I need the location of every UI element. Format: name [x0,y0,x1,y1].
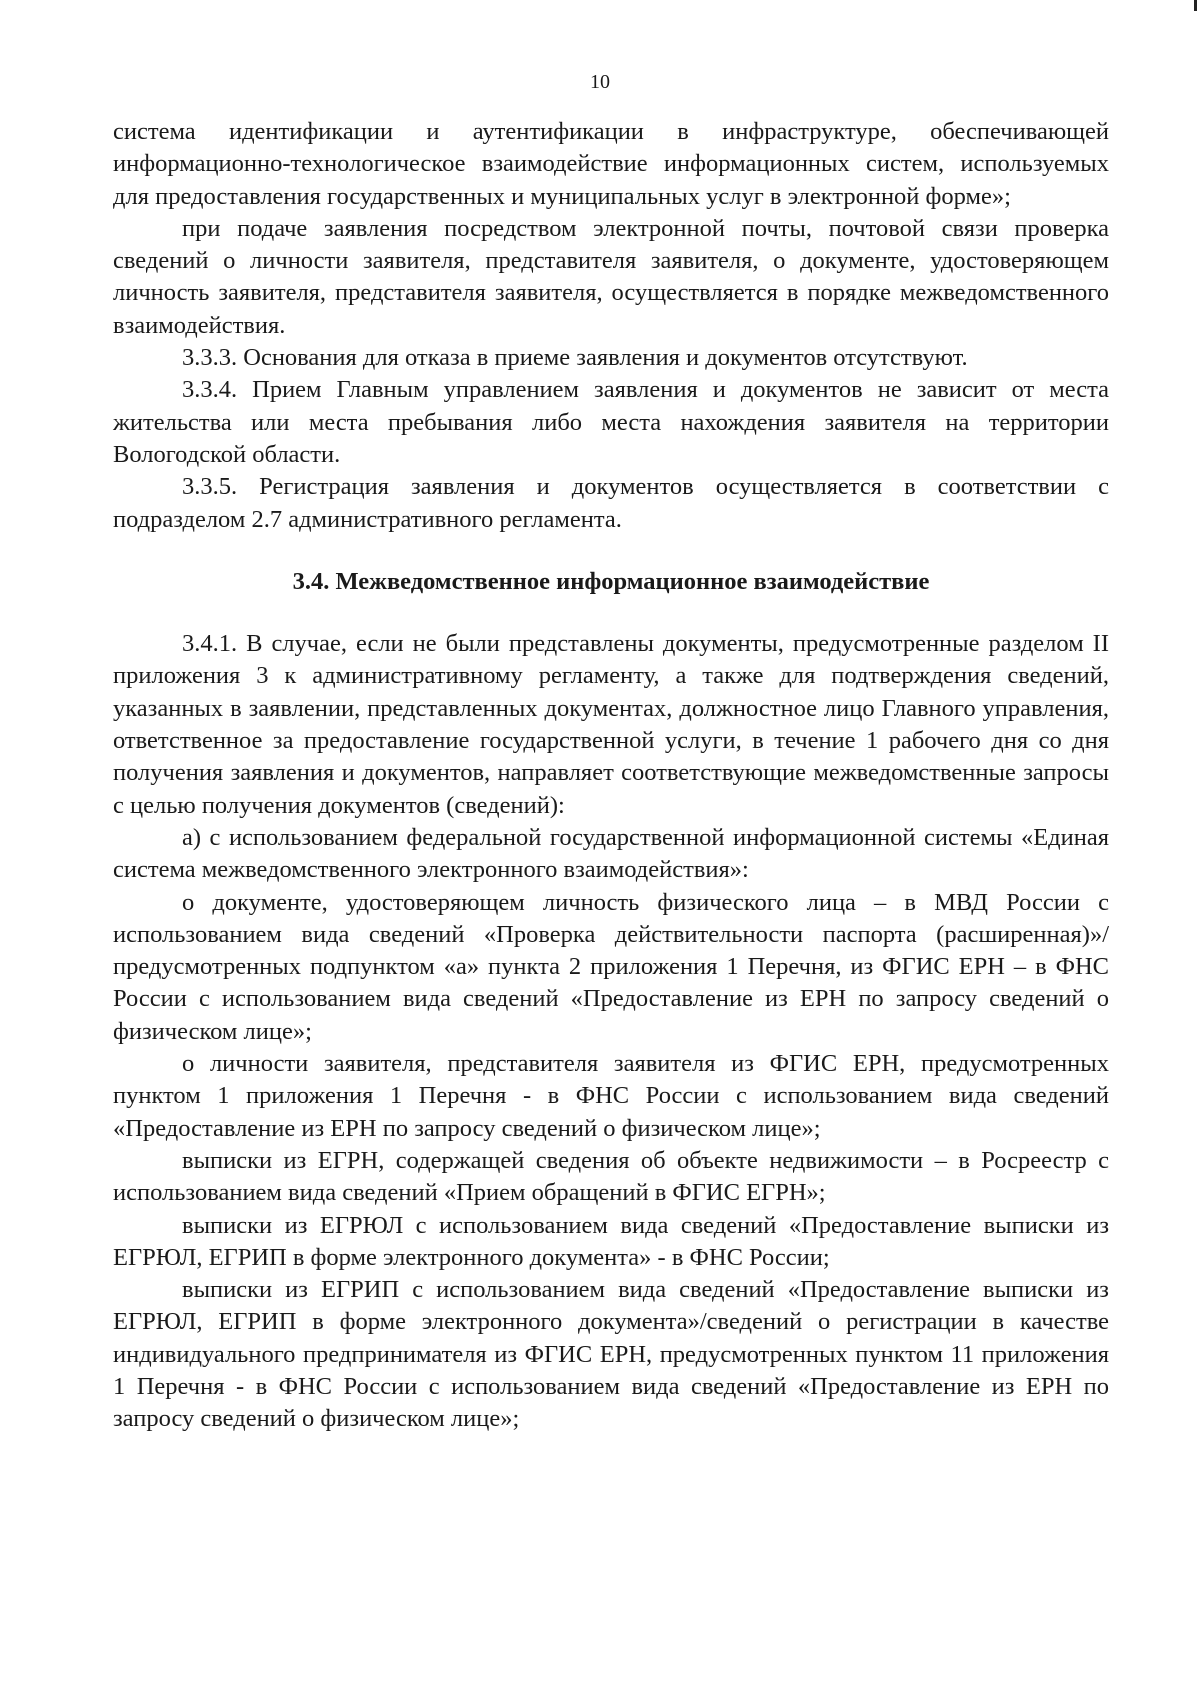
paragraph-item-a: а) с использованием федеральной государственной информационной системы «Единая система межведомственного электронного взаимодействия»: [113,823,1109,884]
section-heading-3-4: 3.4. Межведомственное информационное взаимодействие [292,567,930,595]
paragraph-continuation: система идентификации и аутентификации в инфраструктуре, обеспечивающей информационно-технологическое взаимодействие информационных систем, используемых для предоставления государственных и муниципальных услуг в электронной форме»; [113,118,1109,210]
paragraph-egrul-extract: выписки из ЕГРЮЛ с использованием вида сведений «Предоставление выписки из ЕГРЮЛ, ЕГРИП в форме электронного документа» - в ФНС России; [113,1211,1109,1271]
paragraph-submission-check: при подаче заявления посредством электронной почты, почтовой связи проверка сведений о личности заявителя, представителя заявителя, о документе, удостоверяющем личность заявителя, представителя заявителя, осуществляется в порядке межведомственного взаимодействия. [113,214,1109,339]
paragraph-3-3-3: 3.3.3. Основания для отказа в приеме заявления и документов отсутствуют. [182,344,968,372]
paragraph-3-3-4: 3.3.4. Прием Главным управлением заявления и документов не зависит от места жительства или места пребывания либо места нахождения заявителя на территории Вологодской области. [113,376,1109,468]
paragraph-egrn-extract: выписки из ЕГРН, содержащей сведения об объекте недвижимости – в Росреестр с использованием вида сведений «Прием обращений в ФГИС ЕГРН»; [113,1146,1109,1207]
paragraph-egrip-extract: выписки из ЕГРИП с использованием вида сведений «Предоставление выписки из ЕГРЮЛ, ЕГРИП в форме электронного документа»/сведений о регистрации в качестве индивидуального предпринимателя из ФГИС ЕРН, предусмотренных пунктом 11 приложения 1 Перечня - в ФНС России с использованием вида сведений «Предоставление из ЕРН по запросу сведений о физическом лице»; [113,1276,1109,1433]
paragraph-applicant-identity: о личности заявителя, представителя заявителя из ФГИС ЕРН, предусмотренных пунктом 1 приложения 1 Перечня - в ФНС России с использованием вида сведений «Предоставление из ЕРН по запросу сведений о физическом лице»; [113,1050,1109,1142]
paragraph-3-3-5: 3.3.5. Регистрация заявления и документов осуществляется в соответствии с подразделом 2.7 административного регламента. [113,473,1109,533]
document-body [113,116,1109,1436]
page-number: 10 [590,71,610,93]
paragraph-identity-document: о документе, удостоверяющем личность физического лица – в МВД России с использованием вида сведений «Проверка действительности паспорта (расширенная)»/предусмотренных подпунктом «а» пункта 2 приложения 1 Перечня, из ФГИС ЕРН – в ФНС России с использованием вида сведений «Предоставление из ЕРН по запросу сведений о физическом лице»; [113,888,1109,1045]
scan-edge-mark [1194,0,1197,11]
paragraph-3-4-1: 3.4.1. В случае, если не были представлены документы, предусмотренные разделом II приложения 3 к административному регламенту, а также для подтверждения сведений, указанных в заявлении, представленных документах, должностное лицо Главного управления, ответственное за предоставление государственной услуги, в течение 1 рабочего дня со дня получения заявления и документов, направляет соответствующие межведомственные запросы с целью получения документов (сведений): [113,630,1109,819]
